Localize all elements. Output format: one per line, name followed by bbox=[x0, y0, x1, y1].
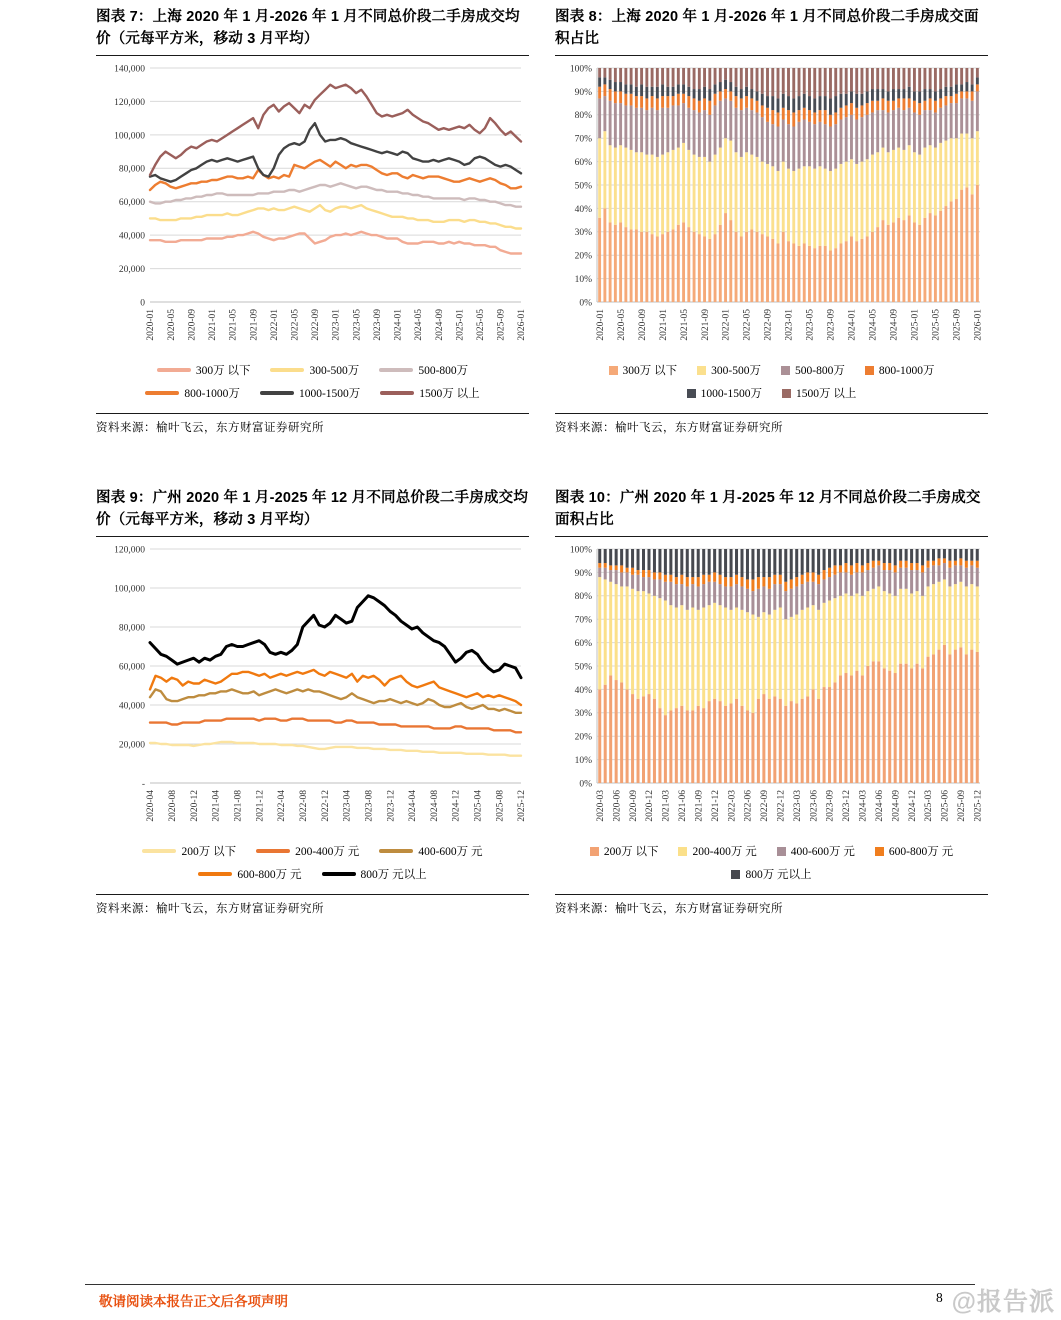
legend-item bbox=[379, 362, 468, 378]
svg-text:80%: 80% bbox=[574, 111, 592, 122]
svg-text:2025-08: 2025-08 bbox=[495, 790, 506, 822]
legend-label: 400-600万 元 bbox=[418, 846, 483, 859]
svg-text:2022-09: 2022-09 bbox=[760, 790, 771, 822]
svg-text:80,000: 80,000 bbox=[118, 623, 145, 634]
svg-text:140,000: 140,000 bbox=[114, 64, 145, 75]
svg-text:2021-06: 2021-06 bbox=[678, 790, 688, 822]
svg-text:2020-08: 2020-08 bbox=[168, 790, 178, 822]
svg-text:2024-12: 2024-12 bbox=[451, 790, 462, 822]
svg-text:90%: 90% bbox=[574, 87, 592, 98]
svg-text:2024-09: 2024-09 bbox=[889, 309, 900, 341]
svg-text:2022-04: 2022-04 bbox=[277, 790, 288, 822]
legend-swatch bbox=[609, 366, 618, 375]
legend-label: 1000-1500万 bbox=[298, 388, 361, 401]
svg-text:2021-05: 2021-05 bbox=[228, 309, 239, 341]
legend-item bbox=[687, 385, 762, 401]
svg-text:2025-05: 2025-05 bbox=[931, 309, 942, 341]
legend-swatch bbox=[380, 391, 414, 395]
svg-text:2026-01: 2026-01 bbox=[517, 309, 528, 341]
svg-text:2023-09: 2023-09 bbox=[372, 309, 383, 341]
footer-divider bbox=[85, 1284, 975, 1285]
svg-text:2023-09: 2023-09 bbox=[825, 790, 836, 822]
svg-text:2020-06: 2020-06 bbox=[612, 790, 623, 822]
figures-grid bbox=[96, 6, 988, 916]
svg-text:10%: 10% bbox=[574, 275, 592, 286]
svg-text:2022-01: 2022-01 bbox=[721, 309, 732, 341]
svg-text:70%: 70% bbox=[574, 615, 592, 626]
svg-text:50%: 50% bbox=[574, 662, 592, 673]
legend-item bbox=[142, 843, 236, 859]
svg-text:2024-01: 2024-01 bbox=[847, 309, 858, 341]
svg-text:20,000: 20,000 bbox=[118, 740, 145, 751]
svg-text:80,000: 80,000 bbox=[118, 164, 145, 175]
svg-text:2025-06: 2025-06 bbox=[940, 790, 951, 822]
figure-9-title: 图表 9：广州 2020 年 1 月-2025 年 12 月不同总价段二手房成交均价（元每平方米，移动 3 月平均） bbox=[96, 487, 529, 537]
svg-text:2022-06: 2022-06 bbox=[743, 790, 754, 822]
svg-text:2023-06: 2023-06 bbox=[809, 790, 820, 822]
legend-swatch bbox=[379, 368, 413, 372]
figure-9-source: 资料来源：榆叶飞云，东方财富证券研究所 bbox=[96, 894, 529, 916]
svg-text:0: 0 bbox=[140, 298, 145, 309]
legend-label: 200万 以下 bbox=[603, 846, 659, 859]
svg-text:2022-05: 2022-05 bbox=[742, 309, 753, 341]
legend-label: 800万 元以上 bbox=[745, 869, 812, 882]
svg-text:2020-09: 2020-09 bbox=[628, 790, 639, 822]
svg-text:2021-03: 2021-03 bbox=[661, 790, 672, 822]
legend-label: 1500万 以上 bbox=[419, 388, 480, 401]
svg-text:2020-09: 2020-09 bbox=[637, 309, 648, 341]
legend-item bbox=[590, 843, 659, 859]
svg-text:2020-09: 2020-09 bbox=[187, 309, 198, 341]
legend-swatch bbox=[142, 849, 176, 853]
svg-text:40%: 40% bbox=[574, 685, 592, 696]
svg-text:2023-05: 2023-05 bbox=[352, 309, 363, 341]
watermark: @报告派 bbox=[951, 1288, 1055, 1316]
figure-7-legend bbox=[122, 362, 503, 401]
svg-text:2025-05: 2025-05 bbox=[476, 309, 486, 341]
figure-9-legend bbox=[122, 843, 503, 882]
legend-swatch bbox=[782, 389, 791, 398]
svg-text:20%: 20% bbox=[574, 732, 592, 743]
legend-label: 200-400万 元 bbox=[692, 846, 757, 859]
svg-text:2023-09: 2023-09 bbox=[826, 309, 837, 341]
legend-item bbox=[781, 362, 845, 378]
legend-swatch bbox=[198, 872, 232, 876]
svg-text:2020-12: 2020-12 bbox=[645, 790, 656, 822]
svg-text:2023-05: 2023-05 bbox=[805, 309, 816, 341]
svg-text:-: - bbox=[141, 779, 145, 790]
legend-label: 600-800万 元 bbox=[237, 869, 302, 882]
svg-text:0%: 0% bbox=[579, 779, 592, 790]
legend-item bbox=[380, 385, 479, 401]
legend-swatch bbox=[256, 849, 290, 853]
legend-label: 800万 元以上 bbox=[360, 869, 427, 882]
svg-text:2021-09: 2021-09 bbox=[249, 309, 260, 341]
figure-7-title: 图表 7：上海 2020 年 1 月-2026 年 1 月不同总价段二手房成交均价（元每平方米，移动 3 月平均） bbox=[96, 6, 529, 56]
svg-text:2024-08: 2024-08 bbox=[429, 790, 440, 822]
svg-text:100,000: 100,000 bbox=[114, 131, 145, 142]
legend-label: 200万 以下 bbox=[181, 846, 237, 859]
legend-swatch bbox=[777, 847, 786, 856]
legend-label: 1500万 以上 bbox=[795, 388, 857, 401]
svg-text:2021-12: 2021-12 bbox=[710, 790, 721, 822]
svg-text:2025-01: 2025-01 bbox=[910, 309, 921, 341]
svg-text:2024-03: 2024-03 bbox=[858, 790, 869, 822]
svg-text:0%: 0% bbox=[579, 298, 592, 309]
svg-text:90%: 90% bbox=[574, 568, 592, 579]
legend-item bbox=[678, 843, 756, 859]
legend-swatch bbox=[697, 366, 706, 375]
legend-item bbox=[256, 843, 359, 859]
svg-text:2022-03: 2022-03 bbox=[727, 790, 738, 822]
legend-label: 300-500万 bbox=[711, 365, 762, 378]
svg-text:2021-12: 2021-12 bbox=[255, 790, 266, 822]
svg-text:2020-04: 2020-04 bbox=[146, 790, 157, 822]
legend-label: 800-1000万 bbox=[184, 388, 240, 401]
figure-10-chart bbox=[555, 541, 988, 841]
svg-text:60,000: 60,000 bbox=[118, 198, 145, 209]
figure-8-chart bbox=[555, 60, 988, 360]
svg-text:2026-01: 2026-01 bbox=[973, 309, 984, 341]
svg-text:2020-12: 2020-12 bbox=[189, 790, 200, 822]
svg-text:2023-04: 2023-04 bbox=[342, 790, 353, 822]
svg-text:2025-09: 2025-09 bbox=[952, 309, 963, 341]
legend-item bbox=[782, 385, 856, 401]
svg-text:2023-01: 2023-01 bbox=[784, 309, 795, 341]
legend-swatch bbox=[687, 389, 696, 398]
legend-swatch bbox=[379, 849, 413, 853]
svg-text:30%: 30% bbox=[574, 709, 592, 720]
legend-label: 300-500万 bbox=[309, 365, 360, 378]
legend-swatch bbox=[157, 368, 191, 372]
svg-text:2022-05: 2022-05 bbox=[290, 309, 301, 341]
legend-item bbox=[198, 866, 301, 882]
legend-swatch bbox=[590, 847, 599, 856]
svg-text:30%: 30% bbox=[574, 228, 592, 239]
legend-label: 200-400万 元 bbox=[295, 846, 360, 859]
svg-text:60,000: 60,000 bbox=[118, 662, 145, 673]
legend-label: 500-800万 bbox=[795, 365, 845, 378]
figure-8-source: 资料来源：榆叶飞云，东方财富证券研究所 bbox=[555, 413, 988, 435]
svg-text:50%: 50% bbox=[574, 181, 592, 192]
svg-text:2020-01: 2020-01 bbox=[595, 309, 606, 341]
figure-10-source: 资料来源：榆叶飞云，东方财富证券研究所 bbox=[555, 894, 988, 916]
svg-text:20%: 20% bbox=[574, 251, 592, 262]
svg-text:100,000: 100,000 bbox=[114, 584, 145, 595]
legend-label: 500-800万 bbox=[418, 365, 469, 378]
svg-text:2024-09: 2024-09 bbox=[434, 309, 445, 341]
svg-text:2022-09: 2022-09 bbox=[763, 309, 774, 341]
legend-item bbox=[157, 362, 251, 378]
svg-text:2021-09: 2021-09 bbox=[700, 309, 711, 341]
svg-text:60%: 60% bbox=[574, 158, 592, 169]
legend-swatch bbox=[781, 366, 790, 375]
legend-label: 400-600万 元 bbox=[790, 846, 855, 859]
svg-text:2020-05: 2020-05 bbox=[616, 309, 627, 341]
svg-text:2024-12: 2024-12 bbox=[907, 790, 918, 822]
legend-label: 300万 以下 bbox=[622, 365, 678, 378]
legend-item bbox=[875, 843, 953, 859]
svg-text:2025-09: 2025-09 bbox=[957, 790, 968, 822]
svg-text:100%: 100% bbox=[569, 64, 592, 75]
legend-label: 1000-1500万 bbox=[700, 388, 762, 401]
figure-9 bbox=[96, 487, 529, 916]
svg-text:2021-01: 2021-01 bbox=[658, 309, 669, 341]
svg-text:2023-12: 2023-12 bbox=[386, 790, 397, 822]
legend-item bbox=[322, 866, 427, 882]
svg-text:2023-03: 2023-03 bbox=[792, 790, 803, 822]
figure-10-title: 图表 10：广州 2020 年 1 月-2025 年 12 月不同总价段二手房成交面积占比 bbox=[555, 487, 988, 537]
svg-text:2021-04: 2021-04 bbox=[211, 790, 222, 822]
legend-item bbox=[697, 362, 761, 378]
legend-swatch bbox=[865, 366, 874, 375]
svg-text:2021-08: 2021-08 bbox=[233, 790, 244, 822]
svg-text:2023-01: 2023-01 bbox=[331, 309, 342, 341]
legend-swatch bbox=[270, 368, 304, 372]
svg-text:2024-06: 2024-06 bbox=[875, 790, 885, 822]
svg-text:100%: 100% bbox=[569, 545, 592, 556]
legend-swatch bbox=[260, 391, 294, 395]
legend-label: 600-800万 元 bbox=[888, 846, 954, 859]
svg-text:80%: 80% bbox=[574, 592, 592, 603]
legend-swatch bbox=[875, 847, 884, 856]
svg-text:2022-12: 2022-12 bbox=[776, 790, 787, 822]
legend-item bbox=[379, 843, 482, 859]
legend-item bbox=[731, 866, 811, 882]
svg-text:2025-01: 2025-01 bbox=[455, 309, 466, 341]
page-number: 8 bbox=[936, 1290, 943, 1305]
svg-text:2024-04: 2024-04 bbox=[408, 790, 419, 822]
figure-9-chart bbox=[96, 541, 529, 841]
legend-item bbox=[270, 362, 359, 378]
svg-text:2022-08: 2022-08 bbox=[299, 790, 309, 822]
svg-text:2022-01: 2022-01 bbox=[269, 309, 280, 341]
figure-7-source: 资料来源：榆叶飞云，东方财富证券研究所 bbox=[96, 413, 529, 435]
svg-text:2021-09: 2021-09 bbox=[694, 790, 705, 822]
figure-8-legend bbox=[581, 362, 962, 401]
figure-10 bbox=[555, 487, 988, 916]
svg-text:60%: 60% bbox=[574, 639, 592, 650]
figure-8-title: 图表 8：上海 2020 年 1 月-2026 年 1 月不同总价段二手房成交面积占比 bbox=[555, 6, 988, 56]
svg-text:2022-12: 2022-12 bbox=[320, 790, 331, 822]
svg-text:2024-05: 2024-05 bbox=[868, 309, 879, 341]
legend-label: 800-1000万 bbox=[878, 365, 935, 378]
svg-text:2024-01: 2024-01 bbox=[393, 309, 404, 341]
svg-text:2025-03: 2025-03 bbox=[924, 790, 935, 822]
legend-swatch bbox=[145, 391, 179, 395]
figure-8 bbox=[555, 6, 988, 435]
legend-item bbox=[777, 843, 855, 859]
svg-text:2023-08: 2023-08 bbox=[364, 790, 375, 822]
legend-item bbox=[865, 362, 935, 378]
svg-text:2025-09: 2025-09 bbox=[496, 309, 507, 341]
svg-text:40,000: 40,000 bbox=[118, 701, 145, 712]
figure-7 bbox=[96, 6, 529, 435]
svg-text:40,000: 40,000 bbox=[118, 231, 145, 242]
footer-disclaimer: 敬请阅读本报告正文后各项声明 bbox=[99, 1294, 288, 1309]
svg-text:2020-03: 2020-03 bbox=[595, 790, 606, 822]
legend-swatch bbox=[322, 872, 356, 876]
figure-7-chart bbox=[96, 60, 529, 360]
svg-text:40%: 40% bbox=[574, 204, 592, 215]
legend-swatch bbox=[731, 870, 740, 879]
svg-text:2023-12: 2023-12 bbox=[842, 790, 853, 822]
svg-text:2020-01: 2020-01 bbox=[146, 309, 157, 341]
svg-text:2025-12: 2025-12 bbox=[973, 790, 984, 822]
svg-text:2021-01: 2021-01 bbox=[208, 309, 218, 341]
legend-item bbox=[609, 362, 678, 378]
legend-swatch bbox=[678, 847, 687, 856]
figure-10-legend bbox=[581, 843, 962, 882]
legend-item bbox=[145, 385, 240, 401]
svg-text:10%: 10% bbox=[574, 756, 592, 767]
svg-text:2020-05: 2020-05 bbox=[166, 309, 177, 341]
legend-item bbox=[260, 385, 360, 401]
svg-text:2022-09: 2022-09 bbox=[311, 309, 322, 341]
svg-text:2025-04: 2025-04 bbox=[473, 790, 484, 822]
svg-text:70%: 70% bbox=[574, 134, 592, 145]
svg-text:2024-05: 2024-05 bbox=[414, 309, 425, 341]
svg-text:2024-09: 2024-09 bbox=[891, 790, 902, 822]
svg-text:2025-12: 2025-12 bbox=[517, 790, 528, 822]
svg-text:20,000: 20,000 bbox=[118, 265, 145, 276]
svg-text:120,000: 120,000 bbox=[114, 545, 145, 556]
svg-text:120,000: 120,000 bbox=[114, 97, 145, 108]
legend-label: 300万 以下 bbox=[195, 365, 251, 378]
svg-text:2021-05: 2021-05 bbox=[679, 309, 690, 341]
